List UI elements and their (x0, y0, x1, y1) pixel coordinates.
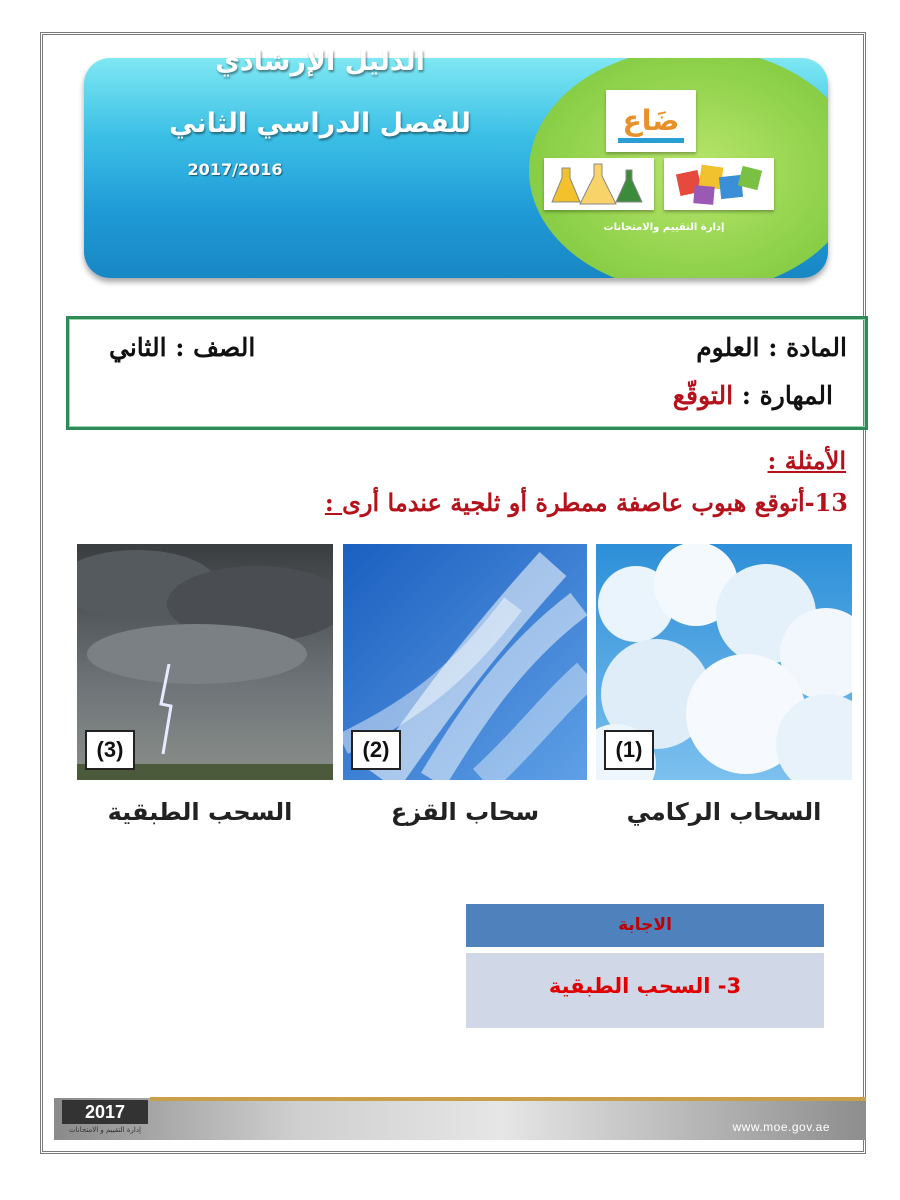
question-colon: : (324, 488, 343, 517)
banner-subtitle: للفصل الدراسي الثاني (169, 108, 471, 139)
examples-heading: الأمثلة : (767, 446, 846, 475)
image-number-1: (1) (604, 730, 654, 770)
footer-year: 2017 (62, 1100, 148, 1124)
stratus-label: السحب الطبقية (107, 798, 293, 826)
lab-flasks-icon (544, 158, 654, 210)
subject-label: المادة : (759, 333, 847, 362)
footer-department: إدارة التقييم و الامتحانات (69, 1126, 141, 1134)
image-number-3: (3) (85, 730, 135, 770)
skill-field (673, 381, 833, 410)
question-body: 13-أتوقع هبوب عاصفة ممطرة أو ثلجية عندما أرى (342, 488, 848, 517)
footer-accent-line (150, 1097, 866, 1101)
question-text (325, 488, 848, 517)
cirrus-label: سحاب القزع (390, 798, 540, 826)
answer-header: الاجابة (466, 904, 824, 947)
cumulus-label: السحاب الركامي (626, 798, 822, 826)
subject-field (696, 333, 847, 362)
grade-value: الثاني (109, 333, 167, 362)
logo-department-text: إدارة التقييم والامتحانات (603, 222, 725, 233)
cumulus-cloud-image (596, 544, 852, 780)
math-blocks-icon (664, 158, 774, 210)
brand-logo-text: ضَاعِ (622, 104, 680, 137)
brand-logo-icon (606, 90, 696, 152)
stratus-storm-image (77, 544, 333, 780)
footer-url: www.moe.gov.ae (732, 1120, 830, 1134)
skill-label: المهارة : (733, 381, 833, 410)
banner-year: 2017/2016 (187, 160, 283, 179)
subject-info-box (66, 316, 868, 430)
banner-title: الدليل الإرشادي (215, 46, 425, 77)
image-number-2: (2) (351, 730, 401, 770)
answer-value: 3- السحب الطبقية (466, 953, 824, 1028)
grade-label: الصف : (166, 333, 256, 362)
cirrus-cloud-image (343, 544, 587, 780)
grade-field (109, 333, 255, 362)
skill-value: التوقّع (672, 381, 734, 410)
subject-value: العلوم (696, 333, 760, 362)
